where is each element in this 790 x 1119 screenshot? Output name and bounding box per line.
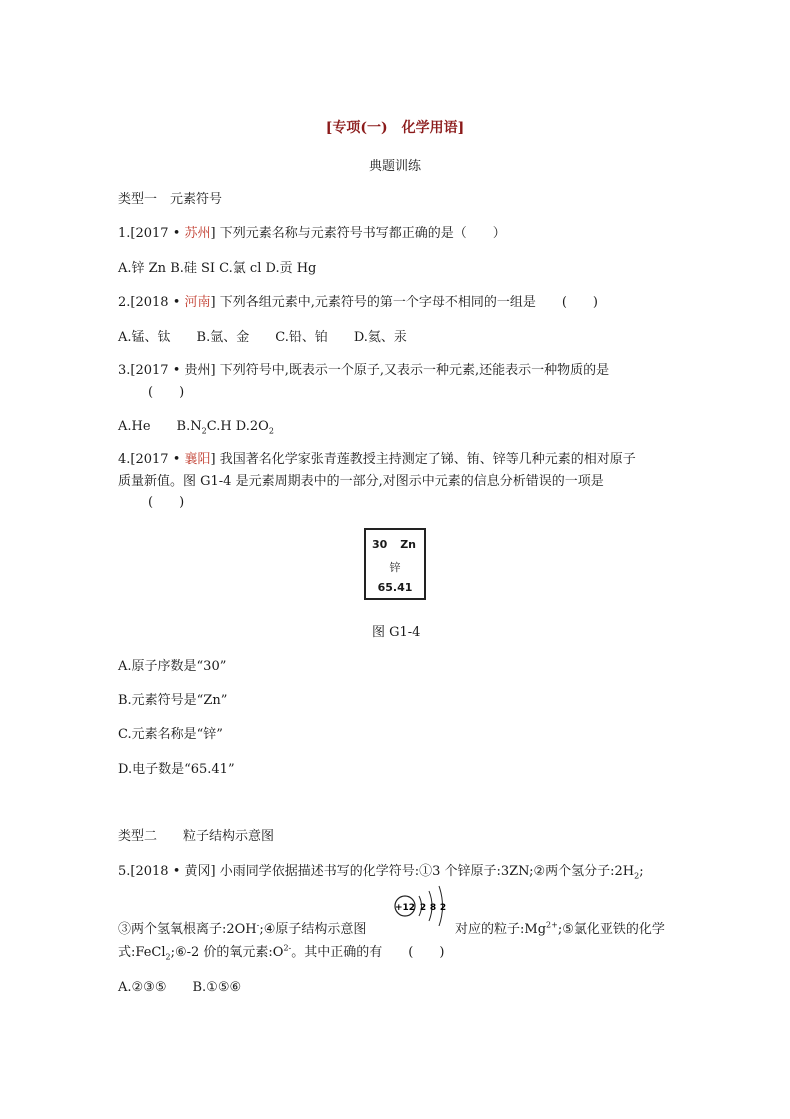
question-5-line2a: ③两个氢氧根离子:2OH-;④原子结构示意图 <box>118 920 367 937</box>
element-card-zinc <box>364 528 426 600</box>
section-heading-2: 类型二 粒子结构示意图 <box>118 829 275 844</box>
question-5-line2b: 对应的粒子$:Mg^{2+};⑤$氯化亚铁的化学 <box>455 920 665 937</box>
shell-1-electrons: 2 <box>419 903 427 913</box>
question-1: 1.[2017 • 苏州] 下列元素名称与元素符号书写都正确的是（ ） <box>118 226 506 241</box>
atomic-number: 30 <box>372 538 388 551</box>
shell-3-electrons: 2 <box>439 903 447 913</box>
element-symbol: Zn <box>400 538 416 551</box>
figure-caption: 图 G1-4 <box>372 625 421 640</box>
question-4-option-c: C.元素名称是“锌” <box>118 727 223 742</box>
element-name: 锌 <box>389 561 401 574</box>
question-4-blank: ( ) <box>148 495 185 510</box>
question-4-option-d: D.电子数是“65.41” <box>118 762 235 777</box>
question-5-line3: 式:FeCl$_2$;⑥-2 价的氧元素$:O^{2-}$。其中正确的有 ( ) <box>118 943 445 962</box>
question-4: 4.[2017 • 襄阳] 我国著名化学家张青莲教授主持测定了锑、铕、锌等几种元素的相对原子 <box>118 452 636 467</box>
question-3-blank: ( ) <box>148 385 185 400</box>
page-subtitle: 典题训练 <box>368 159 421 174</box>
question-4-line2: 质量新值。图 G1-4 是元素周期表中的一部分,对图示中元素的信息分析错误的一项是 <box>118 474 604 489</box>
nucleus-charge: +12 <box>394 903 416 913</box>
atomic-mass: 65.41 <box>377 581 413 594</box>
question-2: 2.[2018 • 河南] 下列各组元素中,元素符号的第一个字母不相同的一组是 ( ) <box>118 295 598 310</box>
question-3: 3.[2017 • 贵州] 下列符号中,既表示一个原子,又表示一种元素,还能表示一种物质的是 <box>118 363 610 378</box>
question-5-options: A.②③⑤ B.①⑤⑥ <box>118 980 242 995</box>
question-1-options: A.锌 Zn B.硅 SI C.氯 cl D.贡 Hg <box>118 261 317 276</box>
question-2-options: A.锰、钛 B.氩、金 C.铅、铂 D.氦、汞 <box>118 330 407 345</box>
question-3-options: A.He $B.N_2C.H$ $D.2O_2$ <box>118 419 274 436</box>
question-4-option-a: A.原子序数是“30” <box>118 659 227 674</box>
shell-2-electrons: 8 <box>429 903 437 913</box>
question-5: 5.[2018 • 黄冈] 小雨同学依据描述书写的化学符号:①3 个锌原子:3ZN;②两个氢分子$:2H_2$; <box>118 864 644 881</box>
atomic-structure-diagram <box>393 882 455 926</box>
section-heading-1: 类型一 元素符号 <box>118 192 223 207</box>
page-title: [专项(一) 化学用语] <box>325 120 465 136</box>
question-4-option-b: B.元素符号是“Zn” <box>118 693 228 708</box>
